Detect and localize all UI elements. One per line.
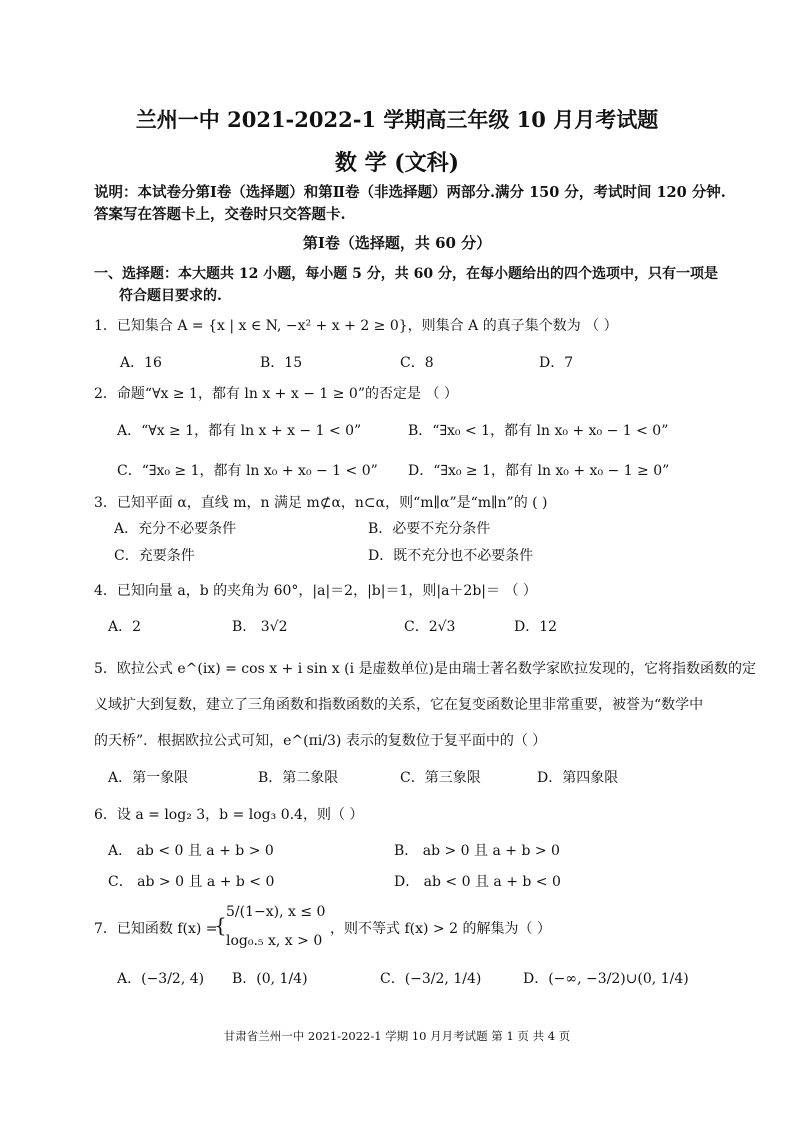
q4-stem: 4．已知向量 a，b 的夹角为 60°，|a|＝2，|b|＝1，则|a＋2b|＝ （ ） xyxy=(94,583,537,599)
q4-option-b: B． 3√2 xyxy=(232,619,288,635)
q7-piece-2: log₀.₅ x, x > 0 xyxy=(226,933,323,949)
q1-stem: 1．已知集合 A = {x | x ∈ N, −x² + x + 2 ≥ 0}，则集合 A 的真子集个数为 （ ） xyxy=(94,318,618,334)
q7-stem-suffix: ，则不等式 f(x) > 2 的解集为（ ） xyxy=(330,921,551,937)
q7-option-b: B．(0, 1/4) xyxy=(232,971,308,987)
q5-stem-line-3: 的天桥”．根据欧拉公式可知，e^(πi/3) 表示的复数位于复平面中的（ ） xyxy=(94,733,547,749)
q1-option-b: B．15 xyxy=(260,355,303,371)
q7-option-c: C．(−3/2, 1/4) xyxy=(380,971,482,987)
q6-stem: 6．设 a = log₂ 3，b = log₃ 0.4，则（ ） xyxy=(94,807,364,823)
q7-option-a: A．(−3/2, 4) xyxy=(117,971,205,987)
q6-option-b: B． ab > 0 且 a + b > 0 xyxy=(394,843,560,859)
q5-stem-line-2: 义域扩大到复数，建立了三角函数和指数函数的关系，它在复变函数论里非常重要，被誉为“数学中 xyxy=(94,697,704,713)
q2-option-b: B．“∃x₀ < 1，都有 ln x₀ + x₀ − 1 < 0” xyxy=(408,423,669,439)
q3-option-a: A．充分不必要条件 xyxy=(114,521,237,537)
q2-stem: 2．命题“∀x ≥ 1，都有 ln x + x − 1 ≥ 0”的否定是 （ ） xyxy=(94,386,458,402)
section1-heading: 一、选择题：本大题共 12 小题，每小题 5 分，共 60 分，在每小题给出的四个选项中，只有一项是 xyxy=(94,266,718,282)
q1-option-a: A．16 xyxy=(120,355,162,371)
q5-option-c: C．第三象限 xyxy=(400,770,481,786)
q3-stem: 3．已知平面 α，直线 m，n 满足 m⊄α，n⊂α，则“m∥α”是“m∥n”的 ( ) xyxy=(94,495,548,511)
exam-title: 兰州一中 2021-2022-1 学期高三年级 10 月月考试题 xyxy=(135,107,659,132)
q6-option-a: A． ab < 0 且 a + b > 0 xyxy=(108,843,274,859)
q1-option-d: D．7 xyxy=(539,355,574,371)
q4-option-c: C．2√3 xyxy=(404,619,456,635)
q5-option-d: D．第四象限 xyxy=(537,770,619,786)
q6-option-c: C． ab > 0 且 a + b < 0 xyxy=(108,874,275,890)
q5-stem-line-1: 5．欧拉公式 e^(ix) = cos x + i sin x (i 是虚数单位)是由瑞士著名数学家欧拉发现的，它将指数函数的定 xyxy=(94,661,756,677)
q2-option-c: C．“∃x₀ ≥ 1，都有 ln x₀ + x₀ − 1 < 0” xyxy=(117,463,378,479)
part1-title: 第Ⅰ卷（选择题，共 60 分） xyxy=(302,234,492,252)
q1-option-c: C．8 xyxy=(400,355,434,371)
q3-option-d: D．既不充分也不必要条件 xyxy=(368,548,534,564)
q5-option-a: A．第一象限 xyxy=(108,770,189,786)
q2-option-d: D．“∃x₀ ≥ 1，都有 ln x₀ + x₀ − 1 ≥ 0” xyxy=(408,463,670,479)
q2-option-a: A．“∀x ≥ 1，都有 ln x + x − 1 < 0” xyxy=(117,423,362,439)
page-footer: 甘肃省兰州一中 2021-2022-1 学期 10 月月考试题 第 1 页 共 4 页 xyxy=(223,1029,571,1043)
q6-option-d: D． ab < 0 且 a + b < 0 xyxy=(394,874,561,890)
q4-option-a: A．2 xyxy=(108,619,142,635)
q7-stem-prefix: 7．已知函数 f(x) = xyxy=(94,921,218,937)
q3-option-b: B．必要不充分条件 xyxy=(368,521,491,537)
q3-option-c: C．充要条件 xyxy=(114,548,195,564)
exam-subtitle: 数 学 (文科) xyxy=(334,150,460,176)
q7-brace: { xyxy=(214,913,227,937)
q7-piece-1: 5/(1−x), x ≤ 0 xyxy=(226,904,326,920)
section1-heading-cont: 符合题目要求的. xyxy=(119,288,222,304)
q5-option-b: B．第二象限 xyxy=(258,770,339,786)
instructions-line-2: 答案写在答题卡上，交卷时只交答题卡. xyxy=(94,206,346,223)
q4-option-d: D．12 xyxy=(514,619,558,635)
instructions-line-1: 说明：本试卷分第Ⅰ卷（选择题）和第Ⅱ卷（非选择题）两部分.满分 150 分，考试时间 120 分钟. xyxy=(94,184,726,201)
q7-option-d: D．(−∞, −3/2)∪(0, 1/4) xyxy=(523,971,689,987)
